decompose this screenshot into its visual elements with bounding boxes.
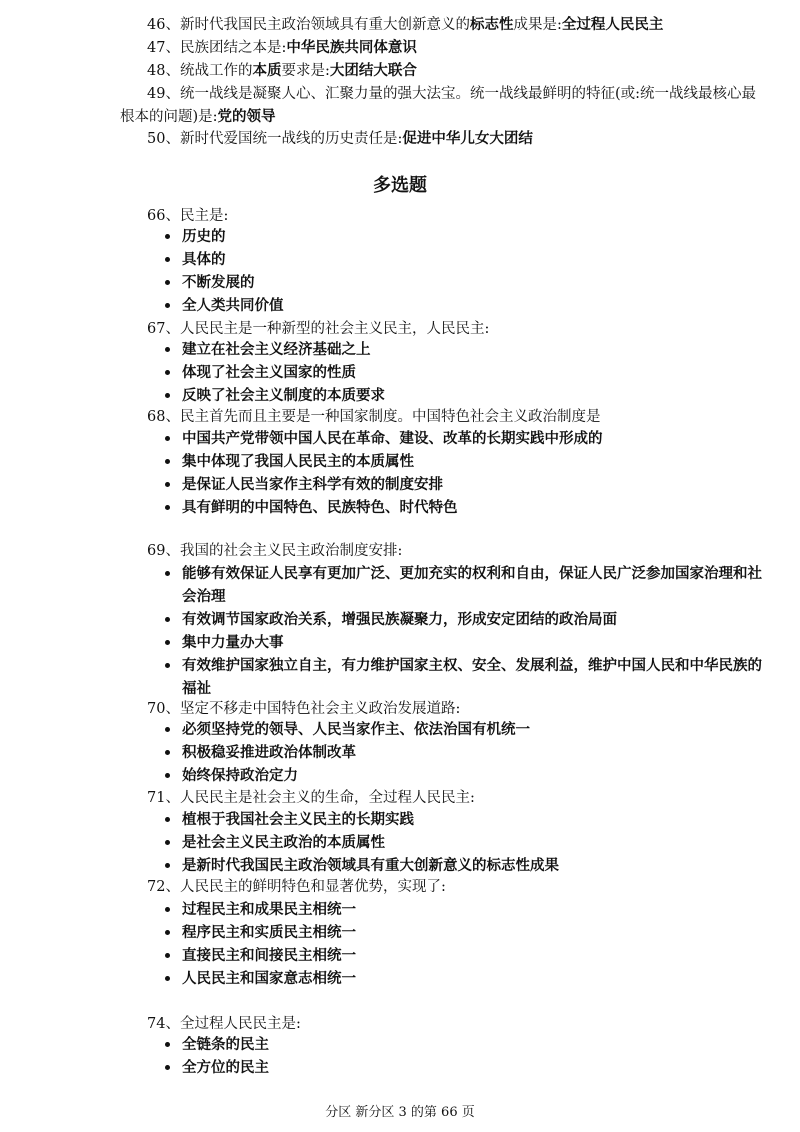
answer-text: 党的领导: [217, 107, 276, 125]
question-stem: 统一战线是凝聚人心、汇聚力量的强大法宝。统一战线最鲜明的特征(或:统一战线最核心最根本的问题)是:: [120, 86, 756, 125]
option-item: 反映了社会主义制度的本质要求: [163, 384, 770, 407]
question-50: [147, 128, 764, 150]
question-stem: 坚定不移走中国特色社会主义政治发展道路:: [179, 701, 461, 717]
question-47: [147, 37, 764, 59]
question-66: [147, 205, 764, 227]
options-list-66: [163, 225, 770, 317]
question-number: 47、: [147, 40, 180, 56]
question-67: [147, 318, 764, 340]
options-list-74: [163, 1033, 770, 1079]
option-item: 具有鲜明的中国特色、民族特色、时代特色: [163, 496, 770, 519]
question-stem: 全过程人民民主是:: [179, 1016, 301, 1032]
question-49: [120, 83, 764, 128]
question-stem: 民主是:: [179, 208, 229, 224]
option-item: 全人类共同价值: [163, 294, 770, 317]
options-list-69: [163, 562, 770, 700]
question-number: 50、: [147, 131, 180, 147]
question-number: 74、: [147, 1016, 180, 1032]
option-item: 积极稳妥推进政治体制改革: [163, 741, 770, 764]
option-item: 有效维护国家独立自主，有力维护国家主权、安全、发展利益，维护中国人民和中华民族的福祉: [163, 654, 770, 700]
options-list-70: [163, 718, 770, 787]
option-item: 全方位的民主: [163, 1056, 770, 1079]
option-item: 中国共产党带领中国人民在革命、建设、改革的长期实践中形成的: [163, 427, 770, 450]
question-stem: 成果是:: [513, 17, 562, 33]
options-list-71: [163, 808, 770, 877]
question-number: 49、: [147, 86, 180, 102]
answer-text: 全过程人民民主: [561, 16, 664, 33]
question-72: [147, 876, 764, 898]
option-item: 有效调节国家政治关系，增强民族凝聚力，形成安定团结的政治局面: [163, 608, 770, 631]
question-number: 69、: [147, 543, 180, 559]
answer-text: 促进中华儿女大团结: [402, 130, 533, 147]
question-stem: 新时代爱国统一战线的历史责任是:: [179, 131, 403, 147]
question-stem: 要求是:: [281, 63, 330, 79]
option-item: 体现了社会主义国家的性质: [163, 361, 770, 384]
options-list-72: [163, 898, 770, 990]
options-list-68: [163, 427, 770, 519]
question-number: 72、: [147, 879, 180, 895]
section-title: 多选题: [373, 175, 427, 196]
option-item: 植根于我国社会主义民主的长期实践: [163, 808, 770, 831]
option-item: 建立在社会主义经济基础之上: [163, 338, 770, 361]
option-item: 直接民主和间接民主相统一: [163, 944, 770, 967]
option-item: 过程民主和成果民主相统一: [163, 898, 770, 921]
question-48: [147, 60, 764, 82]
question-74: [147, 1013, 764, 1035]
option-item: 集中力量办大事: [163, 631, 770, 654]
question-stem: 人民民主的鲜明特色和显著优势，实现了:: [179, 879, 446, 895]
option-item: 始终保持政治定力: [163, 764, 770, 787]
question-stem: 人民民主是一种新型的社会主义民主，人民民主:: [179, 321, 490, 337]
option-item: 是新时代我国民主政治领域具有重大创新意义的标志性成果: [163, 854, 770, 877]
question-stem: 新时代我国民主政治领域具有重大创新意义的: [179, 17, 470, 33]
question-number: 67、: [147, 321, 180, 337]
question-stem-emphasis: 标志性: [469, 16, 514, 33]
option-item: 全链条的民主: [163, 1033, 770, 1056]
question-71: [147, 787, 764, 809]
options-list-67: [163, 338, 770, 407]
question-70: [147, 698, 764, 720]
option-item: 能够有效保证人民享有更加广泛、更加充实的权利和自由，保证人民广泛参加国家治理和社会治理: [163, 562, 770, 608]
question-68: [147, 406, 764, 428]
question-number: 70、: [147, 701, 180, 717]
option-item: 人民民主和国家意志相统一: [163, 967, 770, 990]
page-footer: 分区 新分区 3 的第 66 页: [325, 1105, 475, 1120]
option-item: 具体的: [163, 248, 770, 271]
option-item: 是社会主义民主政治的本质属性: [163, 831, 770, 854]
question-46: [147, 14, 764, 36]
option-item: 集中体现了我国人民民主的本质属性: [163, 450, 770, 473]
question-number: 48、: [147, 63, 180, 79]
option-item: 历史的: [163, 225, 770, 248]
question-stem: 人民民主是社会主义的生命，全过程人民民主:: [179, 790, 475, 806]
question-number: 68、: [147, 409, 180, 425]
option-item: 不断发展的: [163, 271, 770, 294]
answer-text: 大团结大联合: [329, 62, 417, 79]
question-number: 71、: [147, 790, 180, 806]
question-stem: 统战工作的: [179, 63, 253, 79]
question-stem: 民族团结之本是:: [179, 40, 287, 56]
question-stem-emphasis: 本质: [252, 62, 282, 79]
question-69: [147, 540, 764, 562]
option-item: 必须坚持党的领导、人民当家作主、依法治国有机统一: [163, 718, 770, 741]
question-stem: 民主首先而且主要是一种国家制度。中国特色社会主义政治制度是: [179, 409, 601, 425]
option-item: 程序民主和实质民主相统一: [163, 921, 770, 944]
question-stem: 我国的社会主义民主政治制度安排:: [179, 543, 403, 559]
option-item: 是保证人民当家作主科学有效的制度安排: [163, 473, 770, 496]
question-number: 46、: [147, 17, 180, 33]
question-number: 66、: [147, 208, 180, 224]
answer-text: 中华民族共同体意识: [286, 39, 417, 56]
